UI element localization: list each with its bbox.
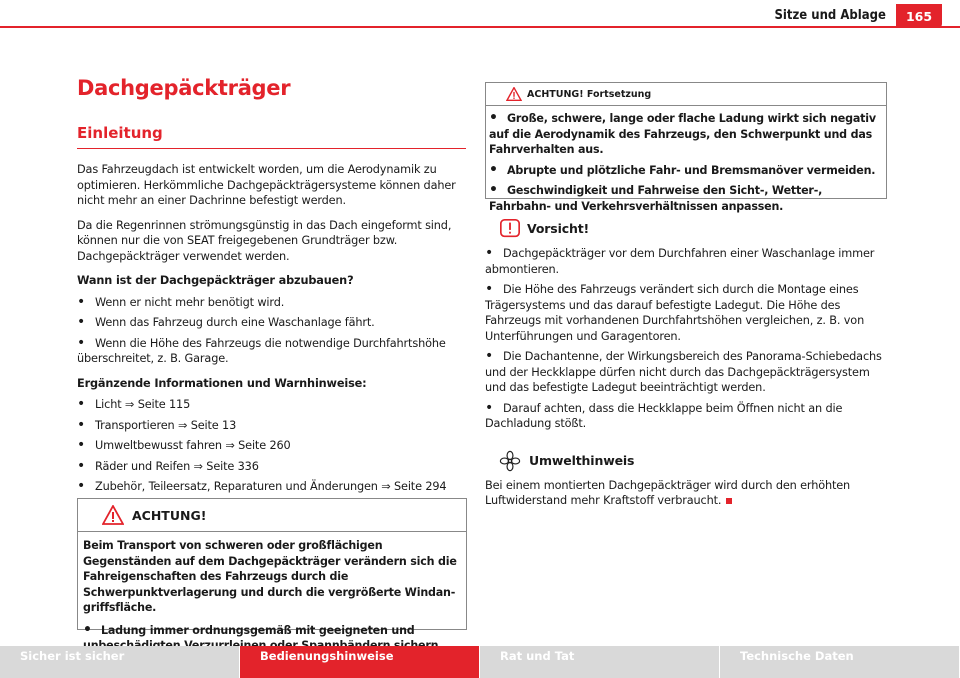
warning-continued-title: ACHTUNG! Fortsetzung (527, 88, 652, 100)
caution-item: • Dachgepäckträger vor dem Durchfahren einer Waschanlage immer abmontieren. (485, 245, 875, 276)
warning-header (78, 499, 466, 532)
bullet-dot: • (485, 399, 494, 416)
page-reference-link[interactable]: Seite 260 (238, 439, 291, 452)
footer-nav (0, 646, 960, 678)
page-title: Dachgepäckträger (77, 76, 291, 100)
when-list (77, 295, 467, 367)
page-reference-link[interactable]: Seite 336 (206, 459, 259, 473)
reference-item: • Umweltbewusst fahren ⇒ Seite 260 (77, 437, 291, 453)
reference-item: • Licht ⇒ Seite 115 (77, 396, 191, 412)
footer-tab[interactable]: Rat und Tat (480, 646, 720, 678)
right-column (485, 218, 887, 518)
intro-paragraph-2: Da die Regenrinnen strömungsgünstig in das Dach eingeformt sind, können nur die von SEAT freigegebenen Grundträger bzw. Dachgepäckträger verwendet werden. (77, 218, 452, 263)
bullet-dot: • (77, 457, 86, 474)
bullet-dot: • (77, 437, 86, 453)
bullet-dot: • (77, 293, 86, 310)
page-number: 165 (896, 4, 942, 28)
arrow-icon: ⇒ (190, 459, 207, 473)
footer-tab[interactable]: Technische Daten (720, 646, 960, 678)
caution-icon (499, 218, 521, 240)
footer-tab[interactable]: Bedienungshinweise (240, 646, 480, 678)
end-marker-icon (726, 498, 732, 504)
chapter-title: Sitze und Ablage (774, 8, 886, 23)
environment-text: Bei einem montierten Dachgepäckträger wird durch den erhöhten Luftwiderstand mehr Kraftstoff verbraucht. (485, 478, 851, 507)
arrow-icon: ⇒ (221, 439, 239, 452)
warning-text: Beim Transport von schweren oder großflächigen Gegenständen auf dem Dachgepäckträger verändern sich die Fahreigenschaften des Fahrzeugs durch die Schwerpunktverlagerung und durch die vergrößerte Windangriffsfläche. (83, 539, 457, 614)
bullet-dot: • (485, 281, 494, 297)
warning-continued-header (486, 83, 886, 106)
bullet-dot: • (77, 314, 86, 330)
page-reference-link[interactable]: Seite 115 (137, 398, 191, 411)
bullet-dot: • (77, 416, 86, 433)
when-item: • Wenn die Höhe des Fahrzeugs die notwendige Durchfahrtshöhe überschreitet, z. B. Garage. (77, 334, 446, 365)
warning-box (77, 498, 467, 638)
bullet-dot: • (77, 334, 86, 351)
when-item: • Wenn das Fahrzeug durch eine Waschanlage fährt. (77, 314, 375, 330)
when-heading: Wann ist der Dachgepäckträger abzubauen? (77, 274, 354, 287)
intro-paragraph-1: Das Fahrzeugdach ist entwickelt worden, um die Aerodynamik zu optimieren. Herkömmliche Dachgepäckträgersysteme können daher nicht mehr an einer Dachrinne befestigt werden. (77, 163, 456, 207)
bullet-dot: • (489, 110, 498, 126)
bullet-dot: • (77, 478, 86, 494)
warning-bullet: • Ladung immer ordnungsgemäß mit geeigneten und (83, 621, 415, 638)
caution-item: • Die Höhe des Fahrzeugs verändert sich durch die Montage eines Trägersystems und das darauf befestigte Ladegut. Die Höhe des Fahrzeugs mit vorhandenen Durchfahrtshöhen vergleichen, z. B. von Unterführungen und Garagentoren. (485, 281, 865, 343)
caution-item: • Die Dachantenne, der Wirkungsbereich des Panorama-Schiebedachs und der Heckklappe dürfen nicht durch das Dachgepäckträgersystem und das befestigte Ladegut beeinträchtigt werden. (485, 348, 882, 394)
info-heading: Ergänzende Informationen und Warnhinweise: (77, 376, 367, 390)
page-reference-link[interactable]: Seite 13 (190, 418, 237, 432)
bullet-dot: • (489, 182, 498, 198)
caution-heading: Vorsicht! (485, 218, 887, 240)
reference-item: • Transportieren ⇒ Seite 13 (77, 416, 237, 433)
warning-item: • Abrupte und plötzliche Fahr- und Bremsmanöver vermeiden. (489, 161, 876, 178)
warning-triangle-icon (506, 87, 522, 101)
warning-title: ACHTUNG! (132, 507, 207, 523)
warning-continued-box (485, 82, 887, 213)
environment-heading: Umwelthinweis (485, 450, 887, 472)
left-column (77, 162, 467, 500)
bullet-dot: • (77, 396, 86, 412)
arrow-icon: ⇒ (377, 480, 394, 493)
warning-continued-body (486, 106, 886, 224)
caution-list (485, 246, 887, 432)
section-title: Einleitung (77, 124, 466, 149)
reference-item: • Räder und Reifen ⇒ Seite 336 (77, 457, 259, 474)
footer-tab[interactable]: Sicher ist sicher (0, 646, 240, 678)
bullet-dot: • (485, 245, 494, 261)
info-list (77, 397, 467, 495)
warning-triangle-icon (102, 505, 124, 525)
when-item: • Wenn er nicht mehr benötigt wird. (77, 293, 285, 310)
header-rule (0, 26, 960, 28)
reference-item: • Zubehör, Teileersatz, Reparaturen und Änderungen ⇒ Seite 294 (77, 478, 447, 494)
page-reference-link[interactable]: Seite 294 (394, 480, 447, 493)
warning-item: • Große, schwere, lange oder flache Ladung wirkt sich negativ auf die Aerodynamik des Fahrzeugs, den Schwerpunkt und das Fahrverhalten aus. (489, 110, 876, 156)
warning-item: • Geschwindigkeit und Fahrweise den Sicht-, Wetter-, Fahrbahn- und Verkehrsverhältnissen anpassen. (489, 182, 823, 213)
bullet-dot: • (489, 161, 498, 178)
bullet-dot: • (485, 348, 494, 364)
flower-icon (499, 450, 521, 472)
arrow-icon: ⇒ (174, 418, 191, 432)
arrow-icon: ⇒ (121, 398, 138, 411)
caution-item: • Darauf achten, dass die Heckklappe beim Öffnen nicht an die Dachladung stößt. (485, 399, 843, 430)
